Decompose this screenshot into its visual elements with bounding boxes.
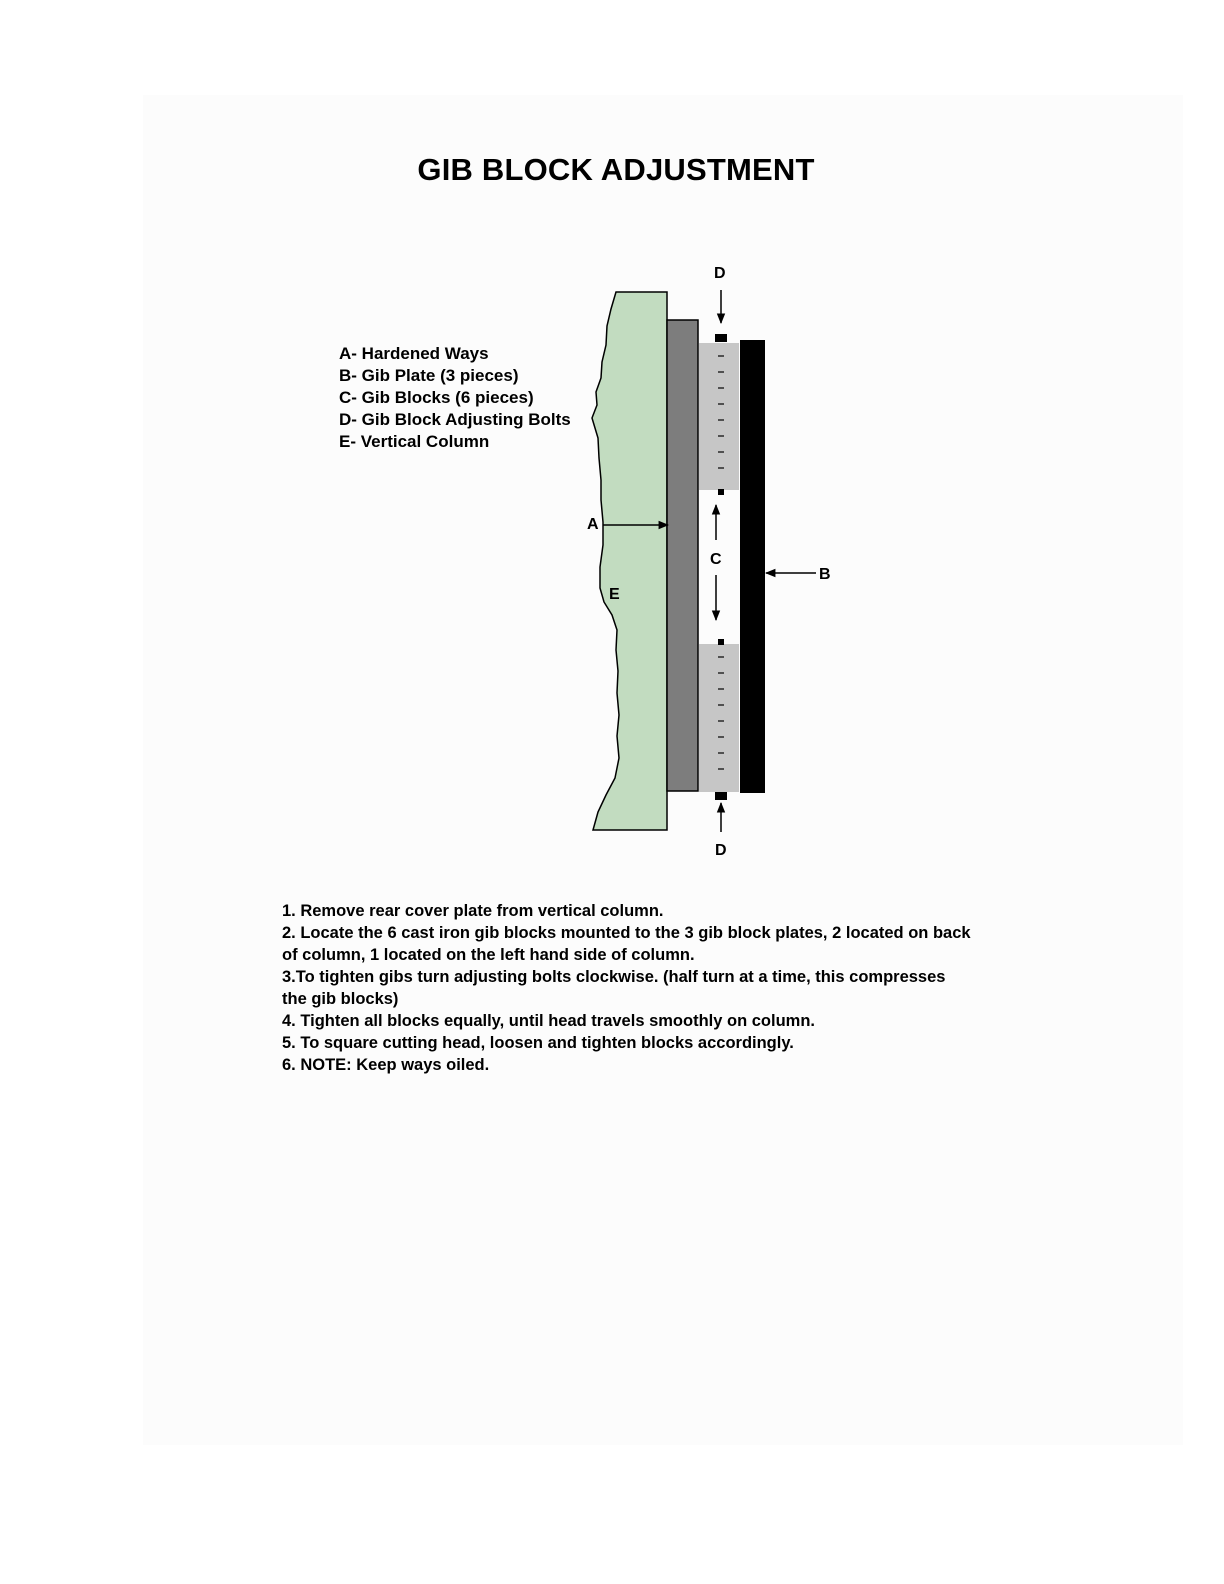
adjusting-bolt-bottom (715, 792, 727, 800)
legend-item-b: B- Gib Plate (3 pieces) (339, 366, 519, 385)
label-d-bottom: D (715, 842, 727, 859)
label-c: C (710, 551, 722, 568)
legend-item-e: E- Vertical Column (339, 432, 490, 451)
instruction-step: 4. Tighten all blocks equally, until head travels smoothly on column. (282, 1012, 815, 1030)
label-b: B (819, 566, 831, 583)
instruction-step: 3.To tighten gibs turn adjusting bolts clockwise. (half turn at a time, this compresses the gib blocks) (282, 968, 946, 1008)
instruction-step: 6. NOTE: Keep ways oiled. (282, 1056, 490, 1074)
label-d-top: D (714, 265, 726, 282)
vertical-column (592, 292, 667, 830)
hardened-ways (667, 320, 698, 791)
instruction-step: 2. Locate the 6 cast iron gib blocks mounted to the 3 gib block plates, 2 located on back of column, 1 located on the left hand side of column. (282, 924, 971, 964)
instructions-list (282, 900, 972, 1076)
instruction-step: 5. To square cutting head, loosen and tighten blocks accordingly. (282, 1034, 794, 1052)
adjusting-bolt-lower-inner (718, 639, 724, 645)
page-title: GIB BLOCK ADJUSTMENT (417, 152, 815, 187)
instruction-step: 1. Remove rear cover plate from vertical column. (282, 902, 664, 920)
legend-item-d: D- Gib Block Adjusting Bolts (339, 410, 571, 429)
adjusting-bolt-upper-inner (718, 489, 724, 495)
gib-plate (740, 340, 765, 793)
label-e: E (609, 586, 620, 603)
legend-item-a: A- Hardened Ways (339, 344, 489, 363)
legend-item-c: C- Gib Blocks (6 pieces) (339, 388, 534, 407)
label-a: A (587, 516, 599, 533)
adjusting-bolt-top (715, 334, 727, 342)
